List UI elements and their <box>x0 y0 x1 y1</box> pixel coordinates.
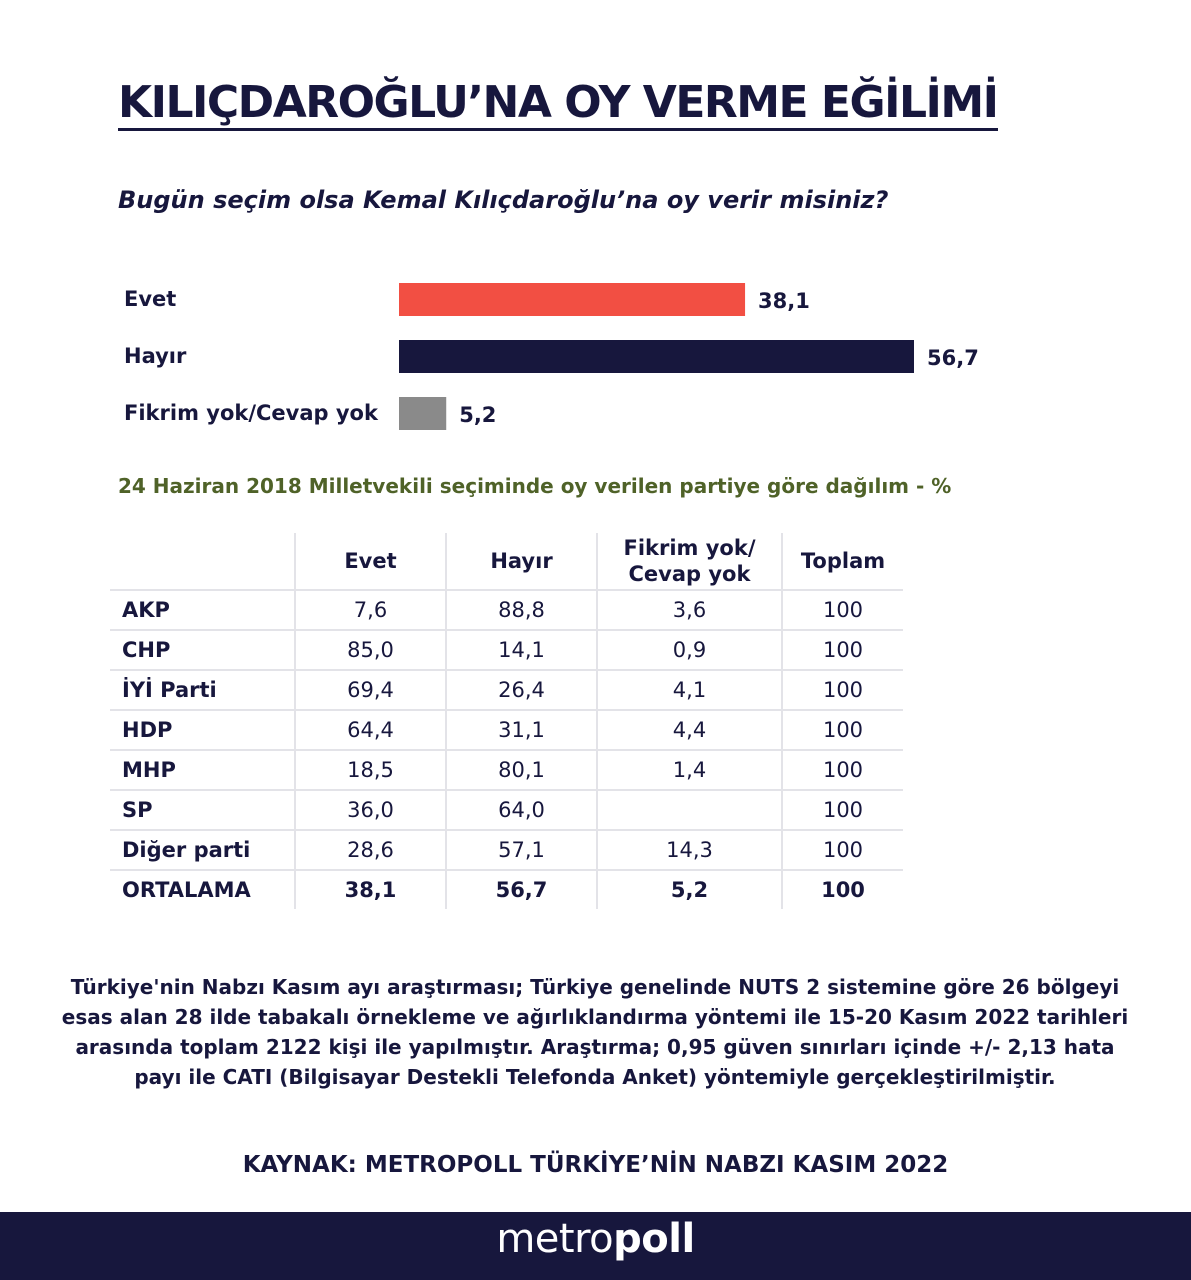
table-header-row <box>110 533 903 590</box>
methodology-note: Türkiye'nin Nabzı Kasım ayı araştırması; Türkiye genelinde NUTS 2 sistemine göre 26 bölgeyi esas alan 28 ilde tabakalı örnekleme ve ağırlıklandırma yöntemi ile 15-20 Kasım 2022 tarihleri arasında toplam 2122 kişi ile yapılmıştır. Araştırma; 0,95 güven sınırları içinde +/- 2,13 hata payı ile CATI (Bilgisayar Destekli Telefonda Anket) yöntemiyle gerçekleştirilmiştir. <box>61 975 1129 1089</box>
table-row <box>110 670 903 710</box>
cell-evet: 69,4 <box>295 670 446 710</box>
source-line: KAYNAK: METROPOLL TÜRKİYE’NİN NABZI KASIM 2022 <box>242 1152 949 1178</box>
bar-chart <box>110 270 1010 440</box>
cell-hayir: 56,7 <box>446 870 597 909</box>
party-name: AKP <box>110 590 295 630</box>
cell-fikrim: 4,1 <box>597 670 782 710</box>
header-party <box>110 533 295 590</box>
party-name: MHP <box>110 750 295 790</box>
cell-evet: 36,0 <box>295 790 446 830</box>
cell-toplam: 100 <box>782 750 903 790</box>
header-fikrim-line2: Cevap yok <box>628 562 751 586</box>
table-row <box>110 630 903 670</box>
header-hayir: Hayır <box>446 533 597 590</box>
bar <box>399 340 914 373</box>
cell-hayir: 26,4 <box>446 670 597 710</box>
cell-toplam: 100 <box>782 870 903 909</box>
footer-bar <box>0 1212 1191 1280</box>
cell-evet: 85,0 <box>295 630 446 670</box>
cell-hayir: 57,1 <box>446 830 597 870</box>
bar-category-label: Fikrim yok/Cevap yok <box>124 401 378 425</box>
bar-value-label: 5,2 <box>459 403 497 427</box>
table-caption: 24 Haziran 2018 Milletvekili seçiminde oy verilen partiye göre dağılım - % <box>118 474 952 498</box>
bar <box>399 397 446 430</box>
table-row <box>110 590 903 630</box>
cell-evet: 18,5 <box>295 750 446 790</box>
logo-part-bold: poll <box>613 1216 695 1262</box>
cell-fikrim <box>597 790 782 830</box>
cell-toplam: 100 <box>782 790 903 830</box>
bar-category-label: Evet <box>124 287 177 311</box>
header-fikrim <box>597 533 782 590</box>
table-row <box>110 830 903 870</box>
party-name: HDP <box>110 710 295 750</box>
cell-fikrim: 1,4 <box>597 750 782 790</box>
header-evet: Evet <box>295 533 446 590</box>
cell-fikrim: 5,2 <box>597 870 782 909</box>
cell-hayir: 80,1 <box>446 750 597 790</box>
survey-question: Bugün seçim olsa Kemal Kılıçdaroğlu’na oy verir misiniz? <box>118 186 889 214</box>
cell-toplam: 100 <box>782 710 903 750</box>
page-title: KILIÇDAROĞLU’NA OY VERME EĞİLİMİ <box>118 78 998 131</box>
cell-fikrim: 4,4 <box>597 710 782 750</box>
party-name: SP <box>110 790 295 830</box>
party-breakdown-table <box>110 533 903 909</box>
cell-fikrim: 0,9 <box>597 630 782 670</box>
table-row <box>110 750 903 790</box>
header-fikrim-line1: Fikrim yok/ <box>623 536 756 560</box>
cell-hayir: 14,1 <box>446 630 597 670</box>
cell-evet: 64,4 <box>295 710 446 750</box>
table-row-average <box>110 870 903 909</box>
party-name: Diğer parti <box>110 830 295 870</box>
cell-toplam: 100 <box>782 590 903 630</box>
cell-fikrim: 3,6 <box>597 590 782 630</box>
cell-fikrim: 14,3 <box>597 830 782 870</box>
party-name: ORTALAMA <box>110 870 295 909</box>
cell-toplam: 100 <box>782 830 903 870</box>
cell-toplam: 100 <box>782 630 903 670</box>
bar <box>399 283 745 316</box>
party-name: İYİ Parti <box>110 670 295 710</box>
cell-evet: 28,6 <box>295 830 446 870</box>
cell-hayir: 31,1 <box>446 710 597 750</box>
bar-value-label: 56,7 <box>927 346 979 370</box>
cell-evet: 38,1 <box>295 870 446 909</box>
cell-hayir: 88,8 <box>446 590 597 630</box>
logo-part-light: metro <box>496 1216 614 1262</box>
bar-category-label: Hayır <box>124 344 187 368</box>
bar-value-label: 38,1 <box>758 289 810 313</box>
cell-evet: 7,6 <box>295 590 446 630</box>
header-toplam: Toplam <box>782 533 903 590</box>
metropoll-logo <box>496 1216 694 1262</box>
table-row <box>110 790 903 830</box>
cell-toplam: 100 <box>782 670 903 710</box>
table-row <box>110 710 903 750</box>
party-name: CHP <box>110 630 295 670</box>
cell-hayir: 64,0 <box>446 790 597 830</box>
